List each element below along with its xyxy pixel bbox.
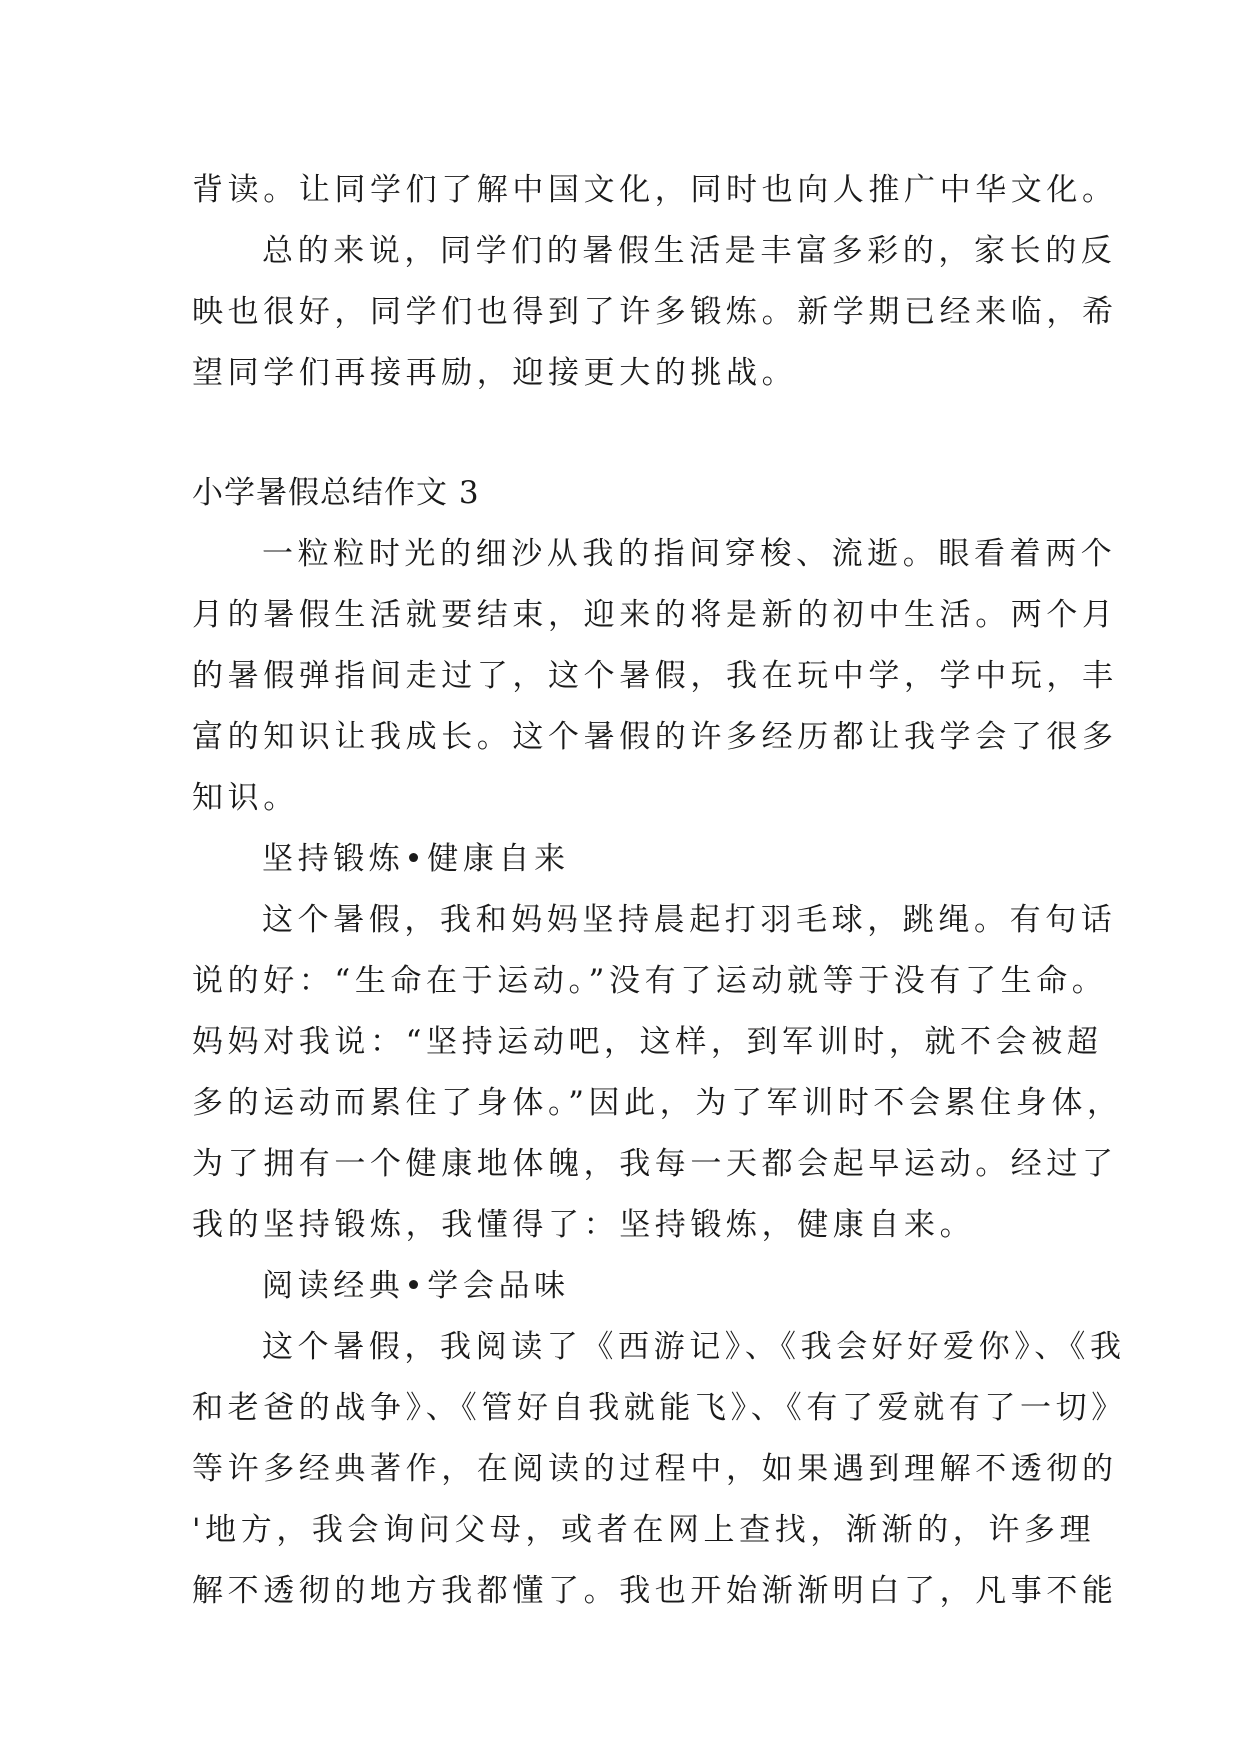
text-line: 知识。: [192, 780, 299, 816]
text-line: 阅读经典•学会品味: [262, 1268, 570, 1304]
text-line: '地方，我会询问父母，或者在网上查找，渐渐的，许多理: [192, 1512, 1096, 1548]
body-paragraph: [192, 890, 1123, 1256]
body-paragraph: [192, 160, 1118, 221]
text-line: 这个暑假，我阅读了《西游记》、《我会好好爱你》、《我: [262, 1329, 1126, 1365]
text-line: 妈妈对我说：“坚持运动吧，这样，到军训时，就不会被超: [192, 1024, 1103, 1060]
text-line: 一粒粒时光的细沙从我的指间穿梭、流逝。眼看着两个: [262, 536, 1117, 572]
text-line: 这个暑假，我和妈妈坚持晨起打羽毛球，跳绳。有句话: [262, 902, 1117, 938]
subsection-heading: [192, 1256, 1060, 1317]
text-line: 背读。让同学们了解中国文化，同时也向人推广中华文化。: [192, 172, 1118, 208]
text-line: 和老爸的战争》、《管好自我就能飞》、《有了爱就有了一切》: [192, 1390, 1127, 1426]
text-line: 小学暑假总结作文 3: [192, 475, 480, 511]
document-body: [192, 160, 1127, 1622]
text-line: 我的坚持锻炼，我懂得了：坚持锻炼，健康自来。: [192, 1207, 976, 1243]
text-line: 映也很好，同学们也得到了许多锻炼。新学期已经来临，希: [192, 294, 1118, 330]
text-line: 坚持锻炼•健康自来: [262, 841, 570, 877]
text-line: 说的好：“生命在于运动。”没有了运动就等于没有了生命。: [192, 963, 1108, 999]
text-line: 的暑假弹指间走过了，这个暑假，我在玩中学，学中玩，丰: [192, 658, 1118, 694]
text-line: 富的知识让我成长。这个暑假的许多经历都让我学会了很多: [192, 719, 1118, 755]
body-paragraph: [192, 221, 1118, 404]
text-line: 多的运动而累住了身体。”因此，为了军训时不会累住身体，: [192, 1085, 1123, 1121]
text-line: 总的来说，同学们的暑假生活是丰富多彩的，家长的反: [262, 233, 1117, 269]
text-line: 望同学们再接再励，迎接更大的挑战。: [192, 355, 798, 391]
section-heading: [192, 463, 1060, 524]
body-paragraph: [192, 524, 1118, 829]
text-line: 解不透彻的地方我都懂了。我也开始渐渐明白了，凡事不能: [192, 1573, 1118, 1609]
text-line: 月的暑假生活就要结束，迎来的将是新的初中生活。两个月: [192, 597, 1118, 633]
body-paragraph: [192, 1317, 1127, 1622]
subsection-heading: [192, 829, 1060, 890]
text-line: 为了拥有一个健康地体魄，我每一天都会起早运动。经过了: [192, 1146, 1118, 1182]
text-line: 等许多经典著作，在阅读的过程中，如果遇到理解不透彻的: [192, 1451, 1118, 1487]
